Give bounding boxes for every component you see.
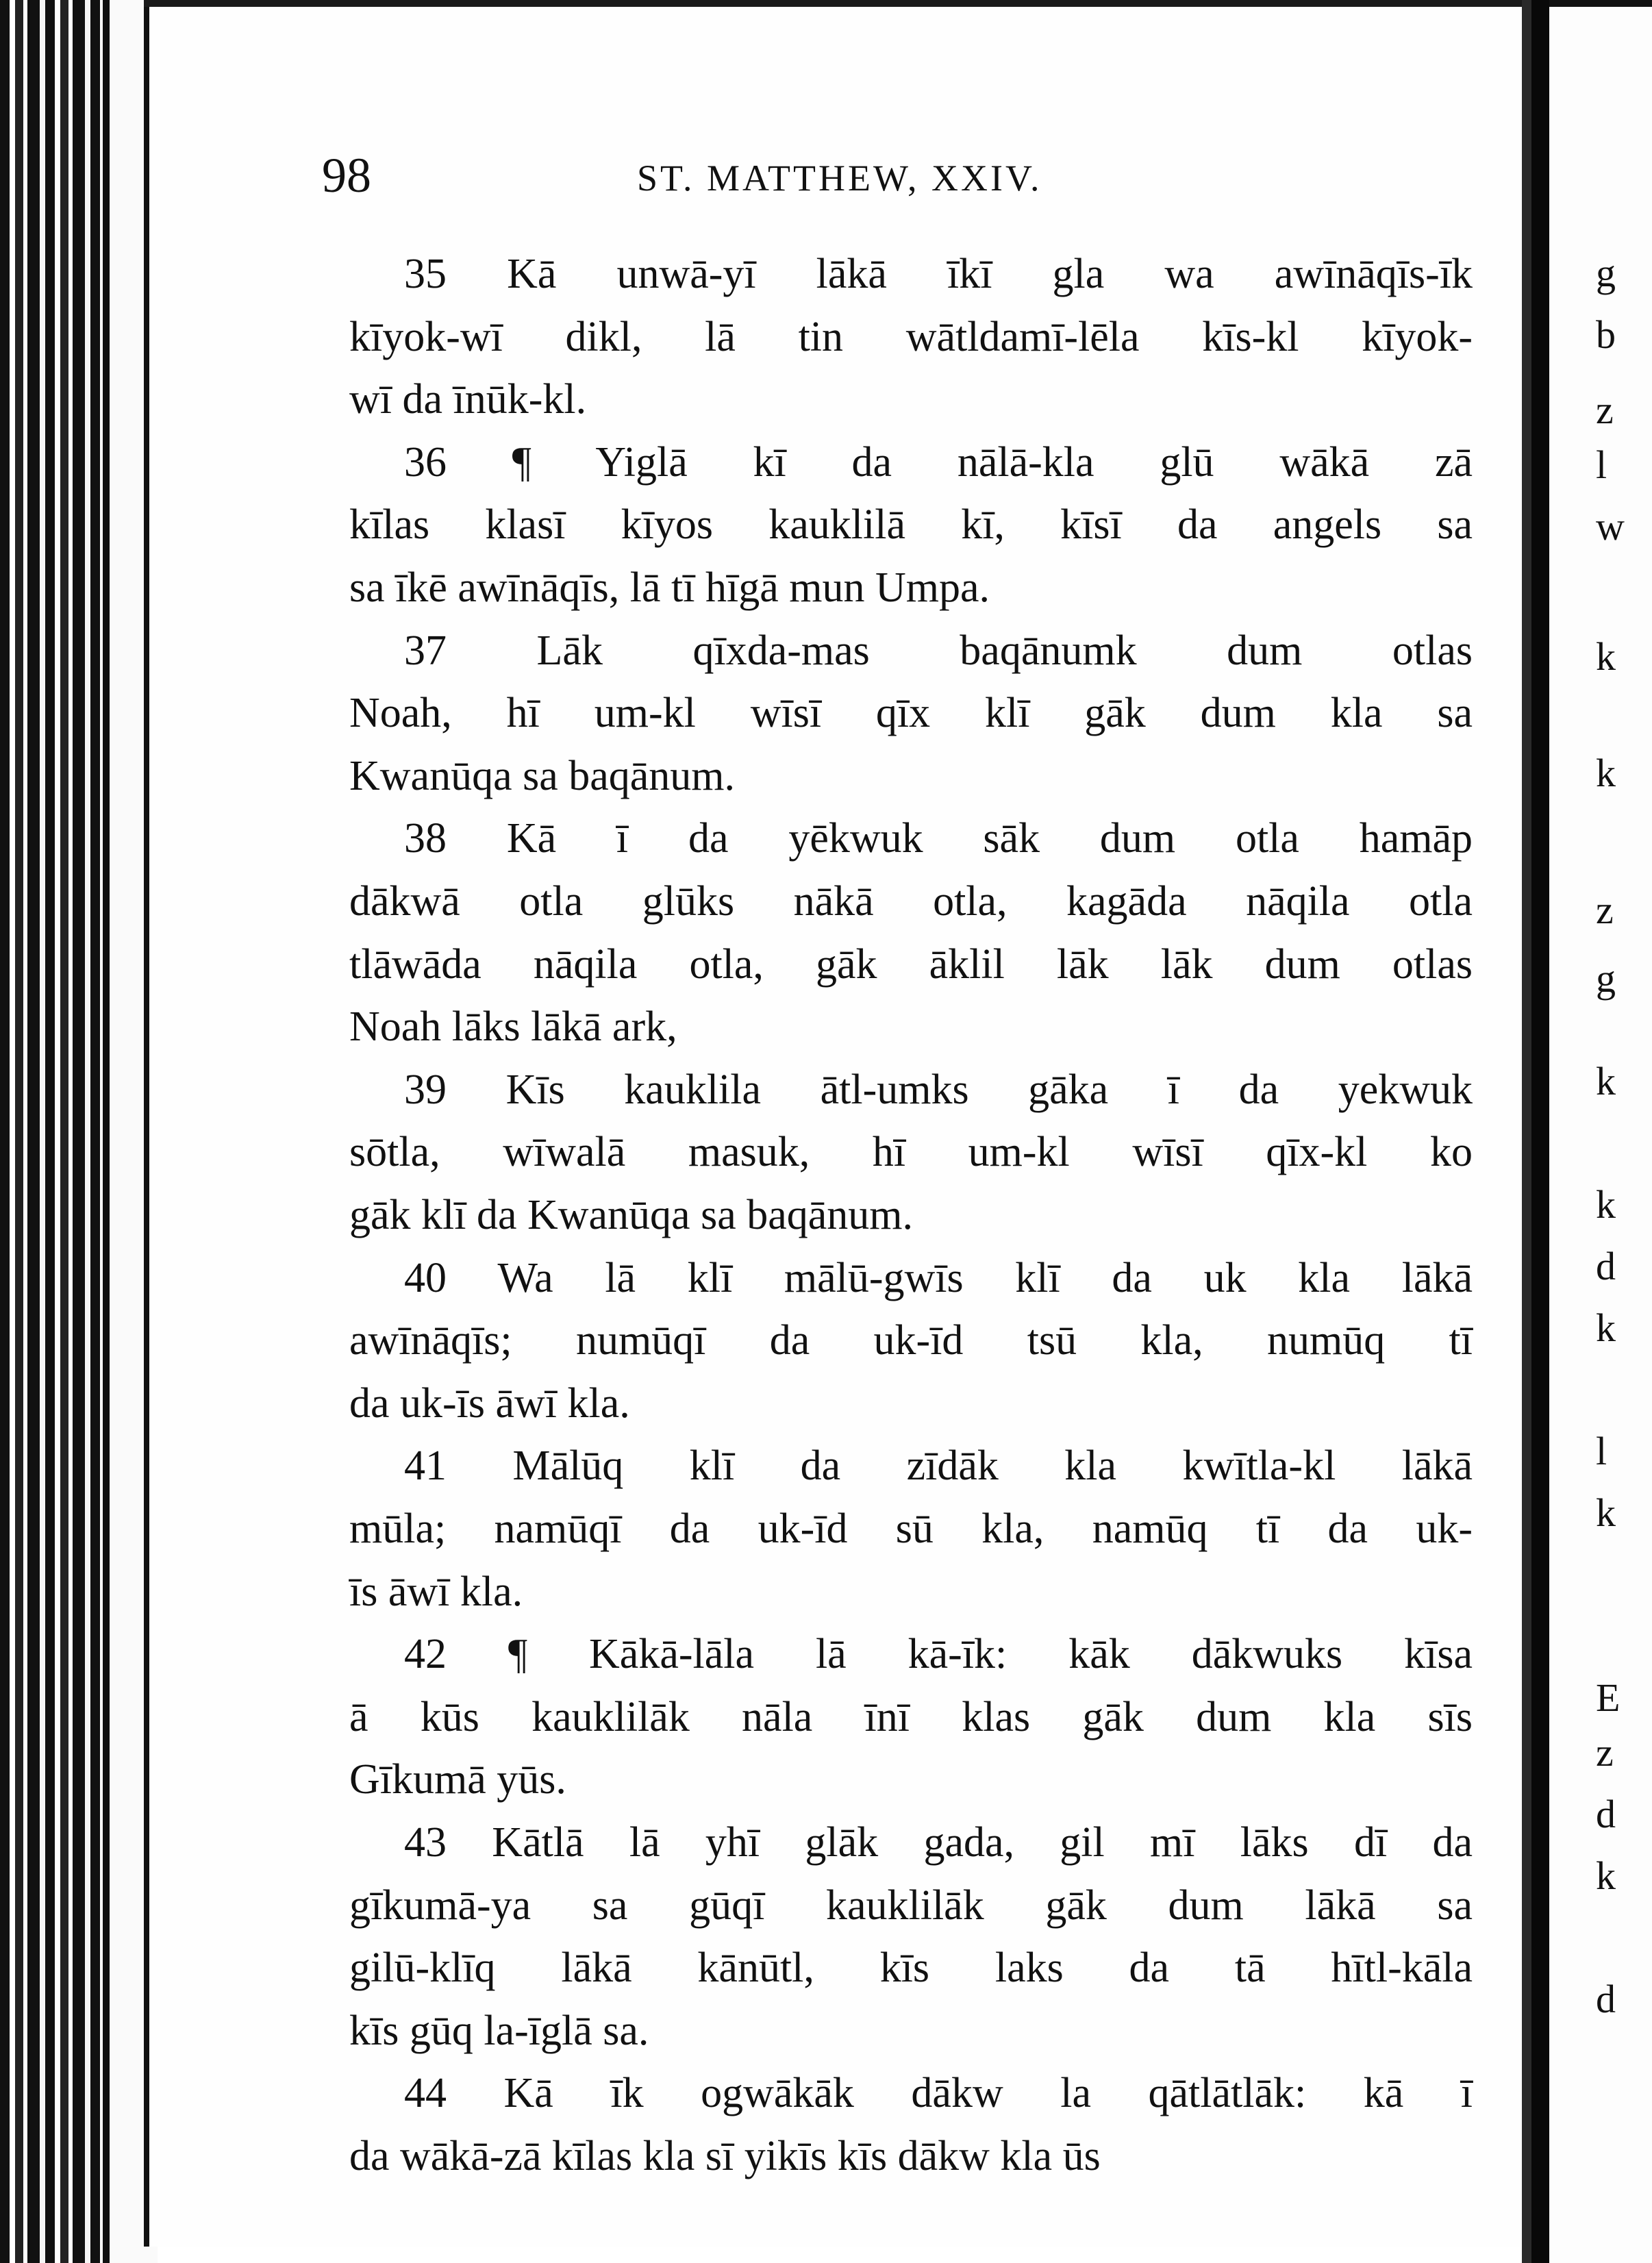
text-line: gilū-klīq lākā kānūtl, kīs laks da tā hītl-kāla: [349, 1945, 1473, 1992]
text-line: 38 Kā ī da yēkwuk sāk dum otla hamāp: [404, 815, 1473, 862]
text-line: 36 ¶ Yiglā kī da nālā-kla glū wākā zā: [404, 438, 1473, 486]
facing-page-letter: g: [1596, 956, 1616, 1001]
facing-page-letter: d: [1596, 1244, 1616, 1288]
text-line: awīnāqīs; numūqī da uk-īd tsū kla, numūq tī: [349, 1317, 1473, 1364]
text-line: mūla; namūqī da uk-īd sū kla, namūq tī da uk-: [349, 1505, 1473, 1552]
text-line: 39 Kīs kauklila ātl-umks gāka ī da yekwuk: [404, 1066, 1473, 1113]
running-head: ST. MATTHEW, XXIV.: [637, 158, 1042, 199]
text-line: kīlas klasī kīyos kauklilā kī, kīsī da angels sa: [349, 501, 1473, 549]
facing-page-letter: k: [1596, 1305, 1616, 1350]
facing-page-letter: k: [1596, 1490, 1616, 1535]
text-line: Noah lāks lākā ark,: [349, 1003, 677, 1051]
text-line: 35 Kā unwā-yī lākā īkī gla wa awīnāqīs-īk: [404, 251, 1473, 297]
text-line: gīkumā-ya sa gūqī kauklilāk gāk dum lākā sa: [349, 1881, 1473, 1929]
text-line: Noah, hī um-kl wīsī qīx klī gāk dum kla sa: [349, 690, 1473, 737]
text-line: 40 Wa lā klī mālū-gwīs klī da uk kla lākā: [404, 1254, 1473, 1301]
text-line: ā kūs kauklilāk nāla īnī klas gāk dum kla sīs: [349, 1693, 1473, 1740]
text-line: gāk klī da Kwanūqa sa baqānum.: [349, 1192, 913, 1238]
facing-page-letter: k: [1596, 751, 1616, 795]
text-line: īs āwī kla.: [349, 1568, 523, 1615]
facing-page-letter: z: [1596, 388, 1614, 432]
facing-page-letter: k: [1596, 634, 1616, 679]
text-line: 42 ¶ Kākā-lāla lā kā-īk: kāk dākwuks kīsa: [404, 1631, 1473, 1678]
facing-page-edge: [1549, 0, 1652, 2263]
text-line: da wākā-zā kīlas kla sī yikīs kīs dākw kla ūs: [349, 2133, 1101, 2179]
facing-page-letter: l: [1596, 1429, 1607, 1473]
page-number: 98: [322, 148, 371, 203]
facing-page-letter: z: [1596, 888, 1614, 932]
book-gutter: [1522, 0, 1549, 2263]
text-line: Kwanūqa sa baqānum.: [349, 752, 735, 799]
text-line: 43 Kātlā lā yhī glāk gada, gil mī lāks dī da: [404, 1819, 1473, 1866]
facing-page-letter: d: [1596, 1977, 1616, 2021]
facing-page-letter: z: [1596, 1730, 1614, 1775]
text-line: dākwā otla glūks nākā otla, kagāda nāqila otla: [349, 878, 1473, 925]
text-line: da uk-īs āwī kla.: [349, 1379, 630, 1427]
text-line: sa īkē awīnāqīs, lā tī hīgā mun Umpa.: [349, 564, 990, 611]
text-line: kīs gūq la-īglā sa.: [349, 2007, 649, 2054]
text-line: kīyok-wī dikl, lā tin wātldamī-lēla kīs-kl kīyok-: [349, 313, 1473, 360]
facing-page-letter: k: [1596, 1853, 1616, 1898]
facing-page-letter: E: [1596, 1675, 1620, 1720]
facing-page-letter: g: [1596, 251, 1616, 295]
facing-page-letter: d: [1596, 1792, 1616, 1836]
text-line: sōtla, wīwalā masuk, hī um-kl wīsī qīx-kl ko: [349, 1129, 1473, 1176]
text-line: 37 Lāk qīxda-mas baqānumk dum otlas: [404, 627, 1473, 674]
text-line: 41 Mālūq klī da zīdāk kla kwītla-kl lākā: [404, 1442, 1473, 1490]
text-line: Gīkumā yūs.: [349, 1756, 566, 1803]
facing-page-letter: k: [1596, 1059, 1616, 1103]
text-line: 44 Kā īk ogwākāk dākw la qātlātlāk: kā ī: [404, 2070, 1473, 2117]
facing-page-letter: l: [1596, 442, 1607, 487]
facing-page-letter: k: [1596, 1182, 1616, 1227]
text-line: tlāwāda nāqila otla, gāk āklil lāk lāk dum otlas: [349, 940, 1473, 988]
text-line: wī da īnūk-kl.: [349, 376, 587, 423]
facing-page-letter: b: [1596, 312, 1616, 357]
facing-page-letter: w: [1596, 504, 1625, 549]
page-header: [322, 147, 1486, 209]
